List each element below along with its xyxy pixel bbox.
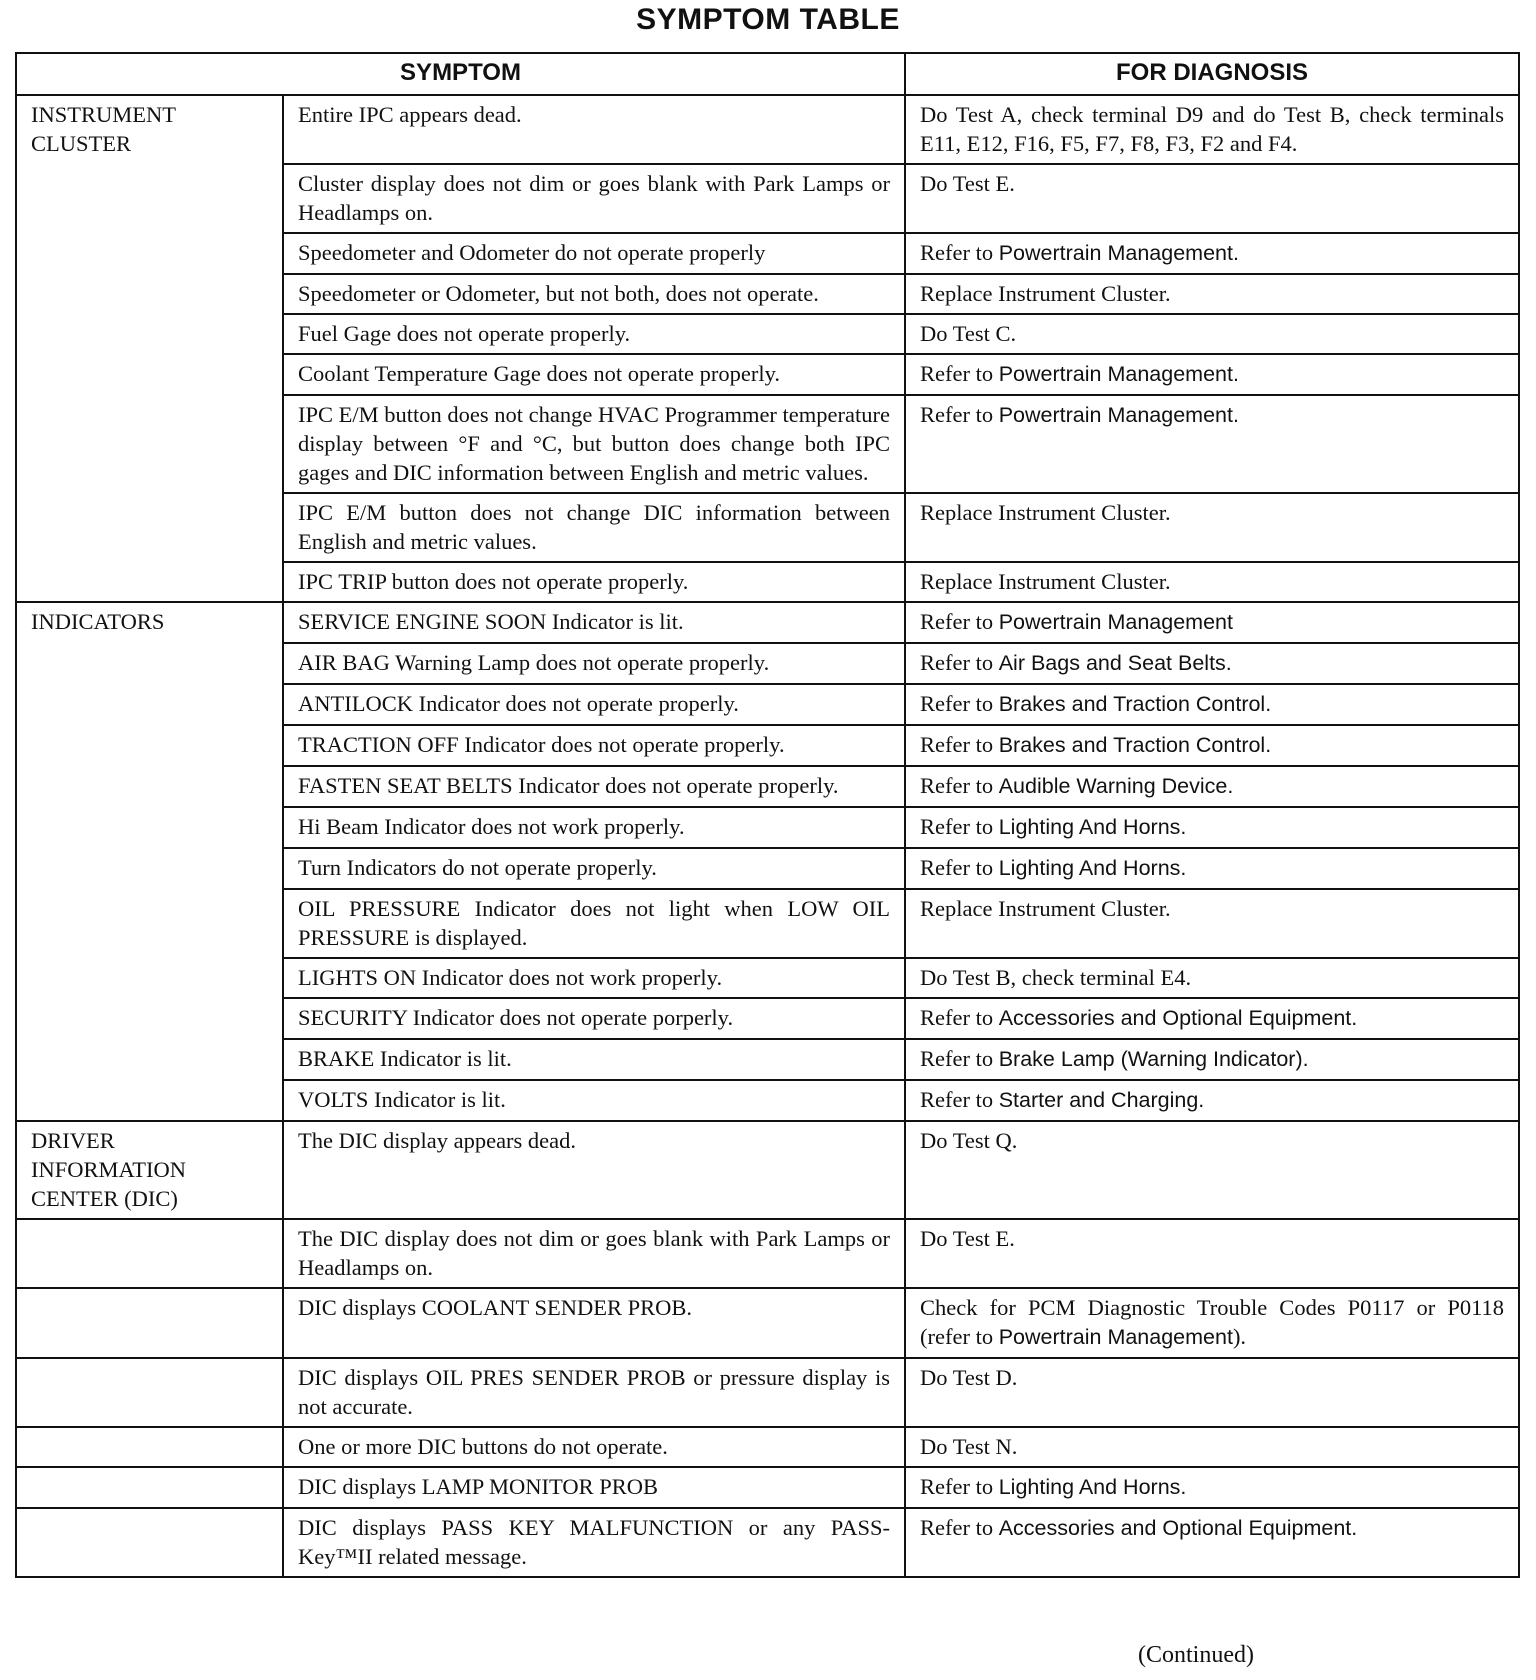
diagnosis-prefix: Refer to bbox=[920, 1005, 994, 1030]
diagnosis-cell bbox=[905, 1508, 1519, 1577]
diagnosis-cell bbox=[905, 725, 1519, 766]
symptom-cell: Turn Indicators do not operate properly. bbox=[283, 848, 905, 889]
diagnosis-cell bbox=[905, 1039, 1519, 1080]
category-cell: INSTRUMENT CLUSTER bbox=[16, 95, 283, 602]
table-header-row bbox=[16, 53, 1519, 95]
diagnosis-reference: Air Bags and Seat Belts. bbox=[998, 651, 1232, 675]
table-row bbox=[16, 602, 1519, 643]
diagnosis-cell: Do Test E. bbox=[905, 164, 1519, 233]
diagnosis-cell bbox=[905, 1080, 1519, 1121]
symptom-cell: AIR BAG Warning Lamp does not operate properly. bbox=[283, 643, 905, 684]
continued-note: (Continued) bbox=[1138, 1642, 1254, 1668]
category-cell bbox=[16, 1358, 283, 1427]
diagnosis-cell bbox=[905, 643, 1519, 684]
symptom-cell: ANTILOCK Indicator does not operate properly. bbox=[283, 684, 905, 725]
diagnosis-cell: Replace Instrument Cluster. bbox=[905, 889, 1519, 958]
diagnosis-suffix: ). bbox=[1232, 1324, 1247, 1349]
table-row bbox=[16, 1358, 1519, 1427]
diagnosis-prefix: Refer to bbox=[920, 240, 994, 265]
table-row bbox=[16, 1121, 1519, 1219]
diagnosis-prefix: Refer to bbox=[920, 1474, 994, 1499]
category-cell bbox=[16, 1288, 283, 1358]
category-cell bbox=[16, 1467, 283, 1508]
table-row bbox=[16, 95, 1519, 164]
symptom-cell: Cluster display does not dim or goes blank with Park Lamps or Headlamps on. bbox=[283, 164, 905, 233]
symptom-cell: IPC E/M button does not change HVAC Programmer temperature display between °F and °C, but button does change both IPC gages and DIC information between English and metric values. bbox=[283, 395, 905, 493]
table-row bbox=[16, 1288, 1519, 1358]
symptom-cell: DIC displays PASS KEY MALFUNCTION or any PASS-Key™II related message. bbox=[283, 1508, 905, 1577]
symptom-cell: TRACTION OFF Indicator does not operate properly. bbox=[283, 725, 905, 766]
symptom-cell: OIL PRESSURE Indicator does not light when LOW OIL PRESSURE is displayed. bbox=[283, 889, 905, 958]
diagnosis-prefix: Check for PCM Diagnostic Trouble Codes P0117 or P0118 (refer to bbox=[920, 1295, 1504, 1349]
diagnosis-cell: Do Test D. bbox=[905, 1358, 1519, 1427]
diagnosis-cell bbox=[905, 766, 1519, 807]
category-cell: INDICATORS bbox=[16, 602, 283, 1121]
diagnosis-cell: Do Test Q. bbox=[905, 1121, 1519, 1219]
diagnosis-prefix: Refer to bbox=[920, 609, 994, 634]
diagnosis-column-header: FOR DIAGNOSIS bbox=[905, 53, 1519, 95]
symptom-cell: BRAKE Indicator is lit. bbox=[283, 1039, 905, 1080]
symptom-column-header: SYMPTOM bbox=[16, 53, 905, 95]
symptom-cell: SERVICE ENGINE SOON Indicator is lit. bbox=[283, 602, 905, 643]
diagnosis-reference: Lighting And Horns. bbox=[998, 815, 1187, 839]
diagnosis-prefix: Refer to bbox=[920, 855, 994, 880]
symptom-cell: DIC displays COOLANT SENDER PROB. bbox=[283, 1288, 905, 1358]
diagnosis-cell: Replace Instrument Cluster. bbox=[905, 274, 1519, 314]
diagnosis-prefix: Refer to bbox=[920, 691, 994, 716]
diagnosis-reference: Audible Warning Device. bbox=[998, 774, 1234, 798]
symptom-cell: One or more DIC buttons do not operate. bbox=[283, 1427, 905, 1467]
category-cell: DRIVER INFORMATION CENTER (DIC) bbox=[16, 1121, 283, 1219]
diagnosis-reference: Powertrain Management. bbox=[998, 362, 1239, 386]
diagnosis-prefix: Refer to bbox=[920, 361, 994, 386]
diagnosis-cell bbox=[905, 395, 1519, 493]
symptom-cell: SECURITY Indicator does not operate porperly. bbox=[283, 998, 905, 1039]
symptom-cell: DIC displays LAMP MONITOR PROB bbox=[283, 1467, 905, 1508]
diagnosis-reference: Powertrain Management. bbox=[998, 241, 1239, 265]
table-row bbox=[16, 1219, 1519, 1288]
diagnosis-cell: Do Test E. bbox=[905, 1219, 1519, 1288]
diagnosis-cell bbox=[905, 1288, 1519, 1358]
symptom-cell: Coolant Temperature Gage does not operate properly. bbox=[283, 354, 905, 395]
diagnosis-cell bbox=[905, 684, 1519, 725]
symptom-cell: Entire IPC appears dead. bbox=[283, 95, 905, 164]
diagnosis-prefix: Refer to bbox=[920, 1515, 994, 1540]
diagnosis-reference: Starter and Charging. bbox=[998, 1088, 1205, 1112]
symptom-cell: DIC displays OIL PRES SENDER PROB or pressure display is not accurate. bbox=[283, 1358, 905, 1427]
diagnosis-reference: Brake Lamp (Warning Indicator). bbox=[998, 1047, 1309, 1071]
diagnosis-cell bbox=[905, 1467, 1519, 1508]
diagnosis-cell bbox=[905, 998, 1519, 1039]
diagnosis-reference: Powertrain Management bbox=[998, 610, 1233, 634]
table-row bbox=[16, 1508, 1519, 1577]
diagnosis-reference: Accessories and Optional Equipment. bbox=[998, 1516, 1358, 1540]
diagnosis-reference: Lighting And Horns. bbox=[998, 1475, 1187, 1499]
diagnosis-cell: Do Test B, check terminal E4. bbox=[905, 958, 1519, 998]
diagnosis-cell: Do Test A, check terminal D9 and do Test B, check terminals E11, E12, F16, F5, F7, F8, F3, F2 and F4. bbox=[905, 95, 1519, 164]
diagnosis-prefix: Refer to bbox=[920, 773, 994, 798]
symptom-cell: FASTEN SEAT BELTS Indicator does not operate properly. bbox=[283, 766, 905, 807]
symptom-cell: Hi Beam Indicator does not work properly. bbox=[283, 807, 905, 848]
diagnosis-prefix: Refer to bbox=[920, 1087, 994, 1112]
diagnosis-prefix: Refer to bbox=[920, 814, 994, 839]
diagnosis-prefix: Refer to bbox=[920, 650, 994, 675]
diagnosis-reference: Powertrain Management. bbox=[998, 403, 1239, 427]
symptom-cell: LIGHTS ON Indicator does not work properly. bbox=[283, 958, 905, 998]
symptom-table bbox=[15, 52, 1520, 1578]
symptom-cell: The DIC display appears dead. bbox=[283, 1121, 905, 1219]
diagnosis-cell: Replace Instrument Cluster. bbox=[905, 493, 1519, 562]
diagnosis-cell bbox=[905, 233, 1519, 274]
symptom-cell: IPC TRIP button does not operate properly. bbox=[283, 562, 905, 602]
diagnosis-cell: Do Test C. bbox=[905, 314, 1519, 354]
diagnosis-prefix: Refer to bbox=[920, 1046, 994, 1071]
diagnosis-cell: Do Test N. bbox=[905, 1427, 1519, 1467]
diagnosis-prefix: Refer to bbox=[920, 732, 994, 757]
diagnosis-prefix: Refer to bbox=[920, 402, 994, 427]
symptom-cell: VOLTS Indicator is lit. bbox=[283, 1080, 905, 1121]
table-row bbox=[16, 1427, 1519, 1467]
diagnosis-reference: Lighting And Horns. bbox=[998, 856, 1187, 880]
category-cell bbox=[16, 1219, 283, 1288]
symptom-cell: Speedometer or Odometer, but not both, does not operate. bbox=[283, 274, 905, 314]
symptom-cell: Speedometer and Odometer do not operate properly bbox=[283, 233, 905, 274]
table-row bbox=[16, 1467, 1519, 1508]
diagnosis-cell bbox=[905, 602, 1519, 643]
diagnosis-reference: Powertrain Management bbox=[998, 1325, 1233, 1349]
diagnosis-cell bbox=[905, 807, 1519, 848]
category-cell bbox=[16, 1427, 283, 1467]
category-cell bbox=[16, 1508, 283, 1577]
diagnosis-reference: Brakes and Traction Control. bbox=[998, 733, 1272, 757]
page-title: SYMPTOM TABLE bbox=[636, 3, 900, 36]
diagnosis-reference: Accessories and Optional Equipment. bbox=[998, 1006, 1358, 1030]
diagnosis-cell: Replace Instrument Cluster. bbox=[905, 562, 1519, 602]
diagnosis-cell bbox=[905, 354, 1519, 395]
diagnosis-reference: Brakes and Traction Control. bbox=[998, 692, 1272, 716]
symptom-cell: Fuel Gage does not operate properly. bbox=[283, 314, 905, 354]
diagnosis-cell bbox=[905, 848, 1519, 889]
table-body bbox=[16, 95, 1519, 1577]
symptom-cell: IPC E/M button does not change DIC information between English and metric values. bbox=[283, 493, 905, 562]
symptom-cell: The DIC display does not dim or goes blank with Park Lamps or Headlamps on. bbox=[283, 1219, 905, 1288]
